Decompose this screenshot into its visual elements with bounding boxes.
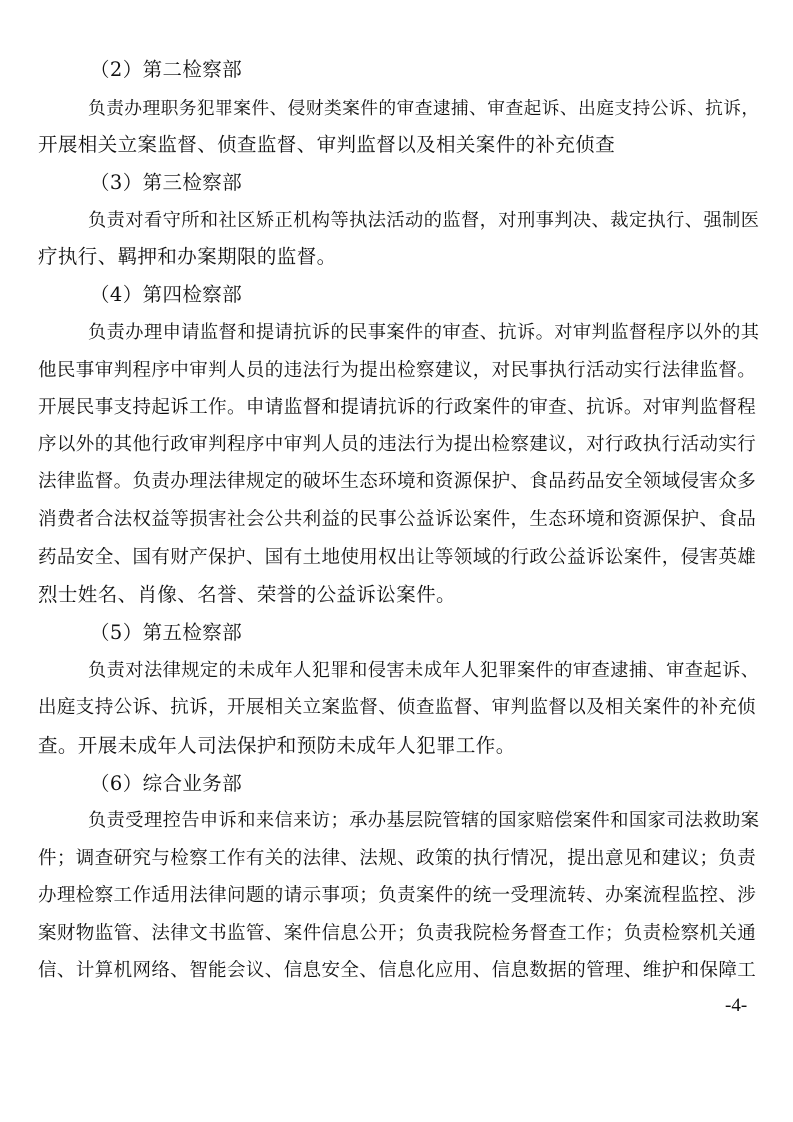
paragraph-line: 烈士姓名、肖像、名誉、荣誉的公益诉讼案件。 [38, 583, 456, 606]
paragraph-line: 负责对看守所和社区矫正机构等执法活动的监督，对刑事判决、裁定执行、强制医 [88, 210, 760, 231]
paragraph-line: 药品安全、国有财产保护、国有土地使用权出让等领域的行政公益诉讼案件，侵害英雄 [38, 547, 757, 568]
paragraph-line: 序以外的其他行政审判程序中审判人员的违法行为提出检察建议，对行政执行活动实行 [38, 434, 757, 455]
paragraph-line: 负责受理控告申诉和来信来访；承办基层院管辖的国家赔偿案件和国家司法救助案 [88, 810, 760, 831]
paragraph-line: 办理检察工作适用法律问题的请示事项；负责案件的统一受理流转、办案流程监控、涉 [38, 885, 757, 906]
paragraph-line: 查。开展未成年人司法保护和预防未成年人犯罪工作。 [38, 734, 516, 757]
paragraph-line: 开展民事支持起诉工作。申请监督和提请抗诉的行政案件的审查、抗诉。对审判监督程 [38, 397, 757, 418]
section-heading-fourth-procuratorate: （4）第四检察部 [90, 283, 243, 306]
paragraph-line: 疗执行、羁押和办案期限的监督。 [38, 245, 337, 268]
section-heading-fifth-procuratorate: （5）第五检察部 [90, 621, 243, 644]
paragraph-line: 法律监督。负责办理法律规定的破坏生态环境和资源保护、食品药品安全领域侵害众多 [38, 471, 757, 492]
paragraph-line: 负责对法律规定的未成年人犯罪和侵害未成年人犯罪案件的审查逮捕、审查起诉、 [88, 660, 760, 681]
paragraph-line: 负责办理申请监督和提请抗诉的民事案件的审查、抗诉。对审判监督程序以外的其 [88, 322, 760, 343]
paragraph-line: 案财物监管、法律文书监管、案件信息公开；负责我院检务督查工作；负责检察机关通 [38, 923, 757, 944]
paragraph-line: 他民事审判程序中审判人员的违法行为提出检察建议，对民事执行活动实行法律监督。 [38, 360, 757, 381]
section-heading-comprehensive-business: （6）综合业务部 [90, 772, 243, 795]
page-number: -4- [725, 995, 748, 1016]
section-heading-second-procuratorate: （2）第二检察部 [90, 58, 243, 81]
paragraph-line: 开展相关立案监督、侦查监督、审判监督以及相关案件的补充侦查 [38, 133, 616, 156]
paragraph-line: 件；调查研究与检察工作有关的法律、法规、政策的执行情况，提出意见和建议；负责 [38, 848, 757, 869]
paragraph-line: 负责办理职务犯罪案件、侵财类案件的审查逮捕、审查起诉、出庭支持公诉、抗诉， [88, 99, 760, 119]
paragraph-line: 信、计算机网络、智能会议、信息安全、信息化应用、信息数据的管理、维护和保障工 [38, 960, 757, 981]
paragraph-line: 出庭支持公诉、抗诉，开展相关立案监督、侦查监督、审判监督以及相关案件的补充侦 [38, 697, 757, 718]
paragraph-line: 消费者合法权益等损害社会公共利益的民事公益诉讼案件，生态环境和资源保护、食品 [38, 509, 757, 530]
section-heading-third-procuratorate: （3）第三检察部 [90, 171, 243, 194]
